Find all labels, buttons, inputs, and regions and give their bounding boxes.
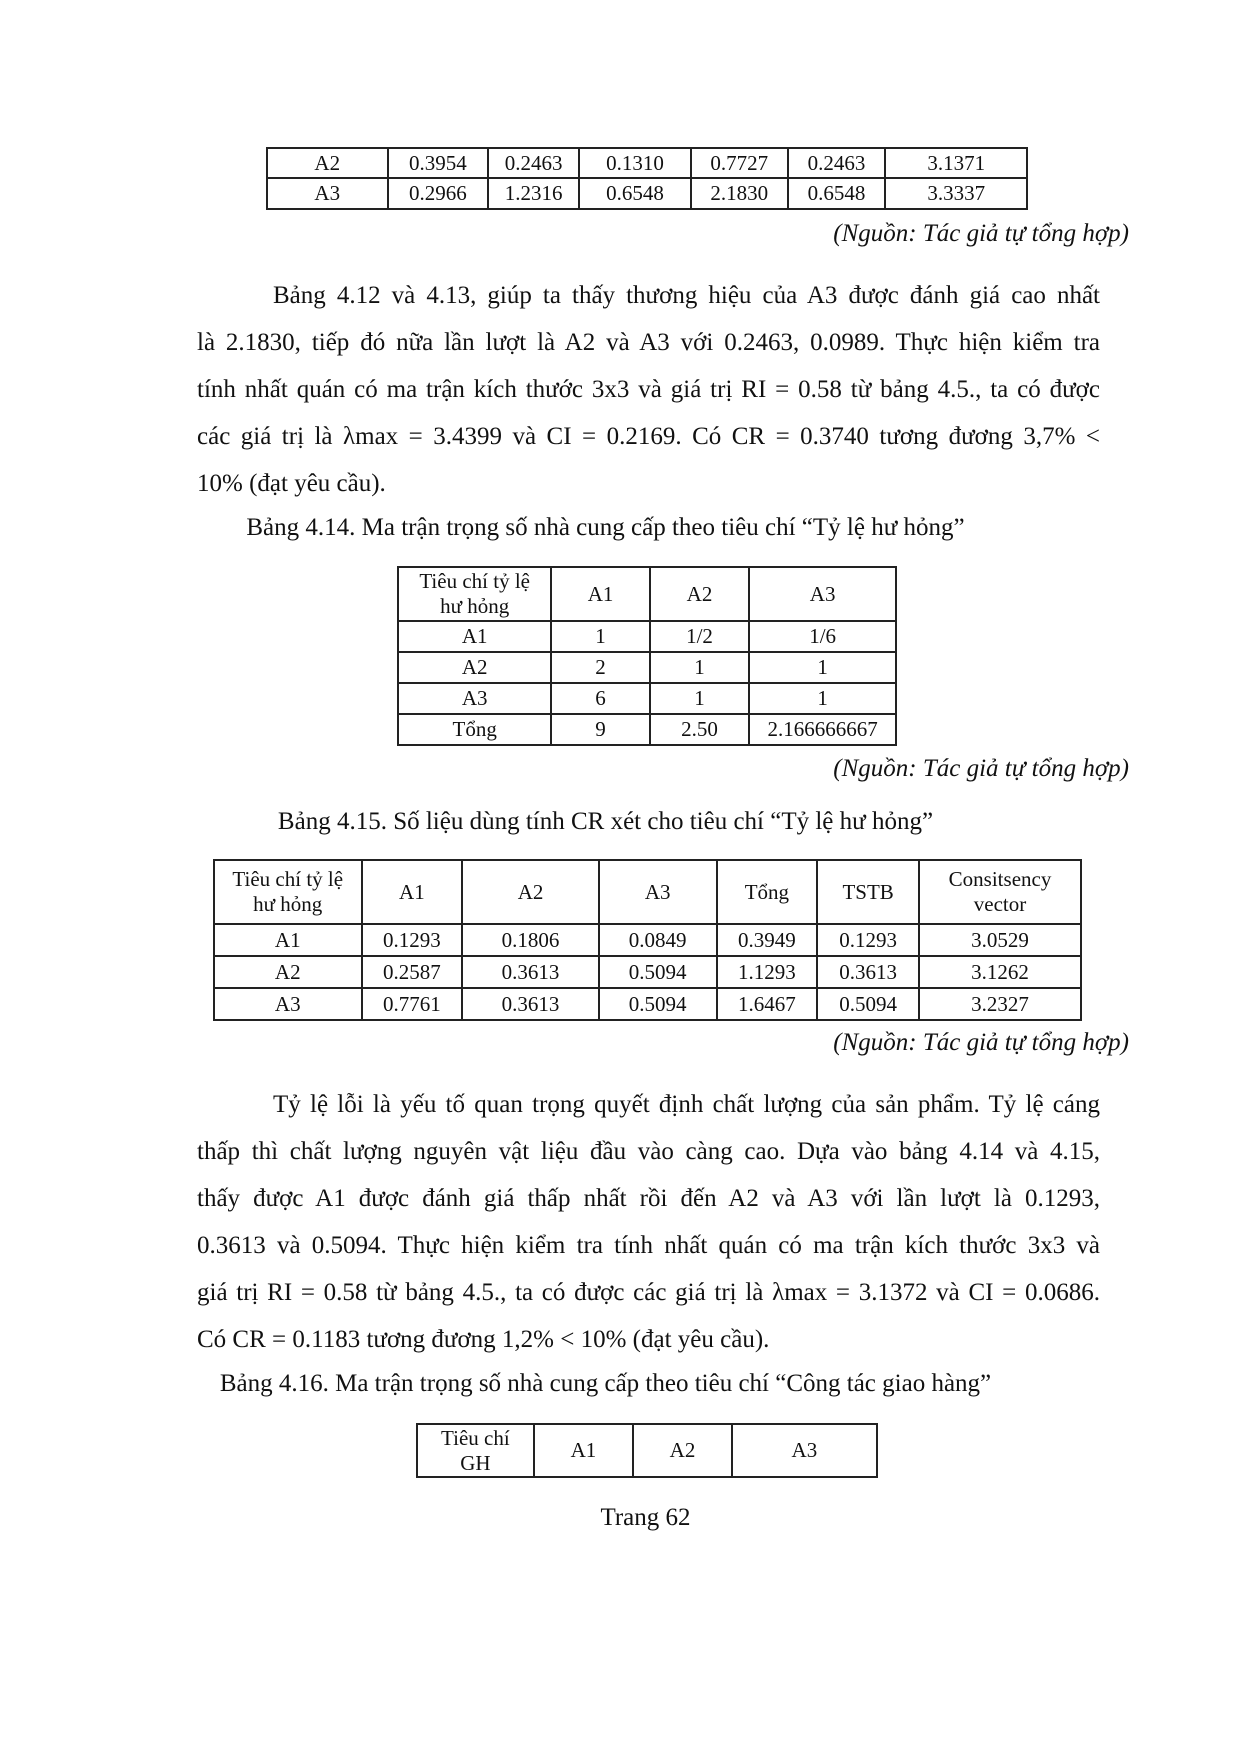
cell: 0.6548 xyxy=(788,178,886,209)
paragraph-line: Bảng 4.12 và 4.13, giúp ta thấy thương hiệu của A3 được đánh giá cao nhất xyxy=(273,282,1100,309)
paragraph-line: giá trị RI = 0.58 từ bảng 4.5., ta có được các giá trị là λmax = 3.1372 và CI = 0.0686. xyxy=(197,1279,1100,1306)
cell: 1 xyxy=(749,683,896,714)
paragraph-line: thấy được A1 được đánh giá thấp nhất rồi đến A2 và A3 với lần lượt là 0.1293, xyxy=(197,1185,1100,1212)
cell: 0.3613 xyxy=(462,988,599,1020)
cell: 0.1806 xyxy=(462,924,599,956)
cell: 0.5094 xyxy=(599,956,717,988)
source-note: (Nguồn: Tác giả tự tổng hợp) xyxy=(833,1029,1129,1056)
header-cell: A1 xyxy=(534,1424,634,1477)
cell: 2.1830 xyxy=(691,178,788,209)
table-4-16 xyxy=(416,1423,878,1478)
cell: 1.1293 xyxy=(717,956,818,988)
table-row xyxy=(267,178,1027,209)
cell: 0.2463 xyxy=(788,148,886,178)
cell: 1 xyxy=(551,621,649,652)
cell: 1 xyxy=(650,652,750,683)
cell: 1/2 xyxy=(650,621,750,652)
table-row xyxy=(398,714,896,745)
header-cell: Tiêu chí GH xyxy=(417,1424,534,1477)
cell: A2 xyxy=(267,148,388,178)
header-cell: Tiêu chí tỷ lệ hư hỏng xyxy=(214,860,362,924)
paragraph-line: 10% (đạt yêu cầu). xyxy=(197,470,386,497)
cell: A1 xyxy=(398,621,551,652)
table-header-row xyxy=(417,1424,877,1477)
table-row xyxy=(214,988,1081,1020)
cell: 3.0529 xyxy=(919,924,1081,956)
cell: 1 xyxy=(749,652,896,683)
cell: Tổng xyxy=(398,714,551,745)
table-row xyxy=(398,652,896,683)
header-cell: A1 xyxy=(551,567,649,621)
cell: 9 xyxy=(551,714,649,745)
table-row xyxy=(398,621,896,652)
cell: 0.2587 xyxy=(362,956,463,988)
table-row xyxy=(398,683,896,714)
cell: 1.6467 xyxy=(717,988,818,1020)
cell: 0.3954 xyxy=(388,148,489,178)
header-cell: A2 xyxy=(650,567,750,621)
cell: A2 xyxy=(214,956,362,988)
cell: 0.3613 xyxy=(817,956,919,988)
header-cell: A3 xyxy=(749,567,896,621)
paragraph-line: Có CR = 0.1183 tương đương 1,2% < 10% (đạt yêu cầu). xyxy=(197,1326,770,1353)
cell: 2 xyxy=(551,652,649,683)
cell: 0.0849 xyxy=(599,924,717,956)
paragraph-line: 0.3613 và 0.5094. Thực hiện kiểm tra tính nhất quán có ma trận kích thước 3x3 và xyxy=(197,1232,1100,1259)
header-cell: A2 xyxy=(462,860,599,924)
header-cell: TSTB xyxy=(817,860,919,924)
cell: 1.2316 xyxy=(488,178,579,209)
page-number: Trang 62 xyxy=(600,1504,691,1531)
header-cell: A3 xyxy=(599,860,717,924)
cell: A2 xyxy=(398,652,551,683)
table-top xyxy=(266,147,1028,210)
cell: A3 xyxy=(267,178,388,209)
table-caption-4-15: Bảng 4.15. Số liệu dùng tính CR xét cho tiêu chí “Tỷ lệ hư hỏng” xyxy=(277,808,934,835)
cell: A3 xyxy=(214,988,362,1020)
header-cell: Tổng xyxy=(717,860,818,924)
table-caption-4-14: Bảng 4.14. Ma trận trọng số nhà cung cấp theo tiêu chí “Tỷ lệ hư hỏng” xyxy=(246,514,965,541)
cell: 0.1293 xyxy=(817,924,919,956)
source-note: (Nguồn: Tác giả tự tổng hợp) xyxy=(833,220,1129,247)
cell: 0.1293 xyxy=(362,924,463,956)
cell: 3.1371 xyxy=(885,148,1027,178)
table-caption-4-16: Bảng 4.16. Ma trận trọng số nhà cung cấp theo tiêu chí “Công tác giao hàng” xyxy=(219,1370,992,1397)
cell: 0.5094 xyxy=(599,988,717,1020)
paragraph-1 xyxy=(197,272,1100,507)
cell: A3 xyxy=(398,683,551,714)
table-row xyxy=(214,956,1081,988)
cell: 0.2463 xyxy=(488,148,579,178)
paragraph-line: tính nhất quán có ma trận kích thước 3x3 và giá trị RI = 0.58 từ bảng 4.5., ta có được xyxy=(197,376,1100,403)
cell: 0.3613 xyxy=(462,956,599,988)
cell: 0.6548 xyxy=(579,178,691,209)
header-cell: A3 xyxy=(732,1424,877,1477)
header-cell: Consitsency vector xyxy=(919,860,1081,924)
table-4-14 xyxy=(397,566,897,746)
paragraph-line: Tỷ lệ lỗi là yếu tố quan trọng quyết định chất lượng của sản phẩm. Tỷ lệ cáng xyxy=(273,1091,1100,1118)
paragraph-line: các giá trị là λmax = 3.4399 và CI = 0.2169. Có CR = 0.3740 tương đương 3,7% < xyxy=(197,423,1100,450)
cell: 0.1310 xyxy=(579,148,691,178)
table-header-row xyxy=(398,567,896,621)
cell: 0.7727 xyxy=(691,148,788,178)
paragraph-line: thấp thì chất lượng nguyên vật liệu đầu vào càng cao. Dựa vào bảng 4.14 và 4.15, xyxy=(197,1138,1100,1165)
cell: 1 xyxy=(650,683,750,714)
cell: 6 xyxy=(551,683,649,714)
source-note: (Nguồn: Tác giả tự tổng hợp) xyxy=(833,755,1129,782)
cell: 0.5094 xyxy=(817,988,919,1020)
header-cell: A2 xyxy=(633,1424,732,1477)
cell: 2.166666667 xyxy=(749,714,896,745)
cell: 0.7761 xyxy=(362,988,463,1020)
paragraph-line: là 2.1830, tiếp đó nữa lần lượt là A2 và A3 với 0.2463, 0.0989. Thực hiện kiểm tra xyxy=(197,329,1100,356)
cell: 3.3337 xyxy=(885,178,1027,209)
cell: A1 xyxy=(214,924,362,956)
header-cell: Tiêu chí tỷ lệ hư hỏng xyxy=(398,567,551,621)
cell: 1/6 xyxy=(749,621,896,652)
cell: 0.3949 xyxy=(717,924,818,956)
cell: 3.1262 xyxy=(919,956,1081,988)
cell: 0.2966 xyxy=(388,178,489,209)
header-cell: A1 xyxy=(362,860,463,924)
cell: 3.2327 xyxy=(919,988,1081,1020)
cell: 2.50 xyxy=(650,714,750,745)
table-header-row xyxy=(214,860,1081,924)
paragraph-2 xyxy=(197,1081,1100,1363)
table-row xyxy=(267,148,1027,178)
table-4-15 xyxy=(213,859,1082,1021)
table-row xyxy=(214,924,1081,956)
